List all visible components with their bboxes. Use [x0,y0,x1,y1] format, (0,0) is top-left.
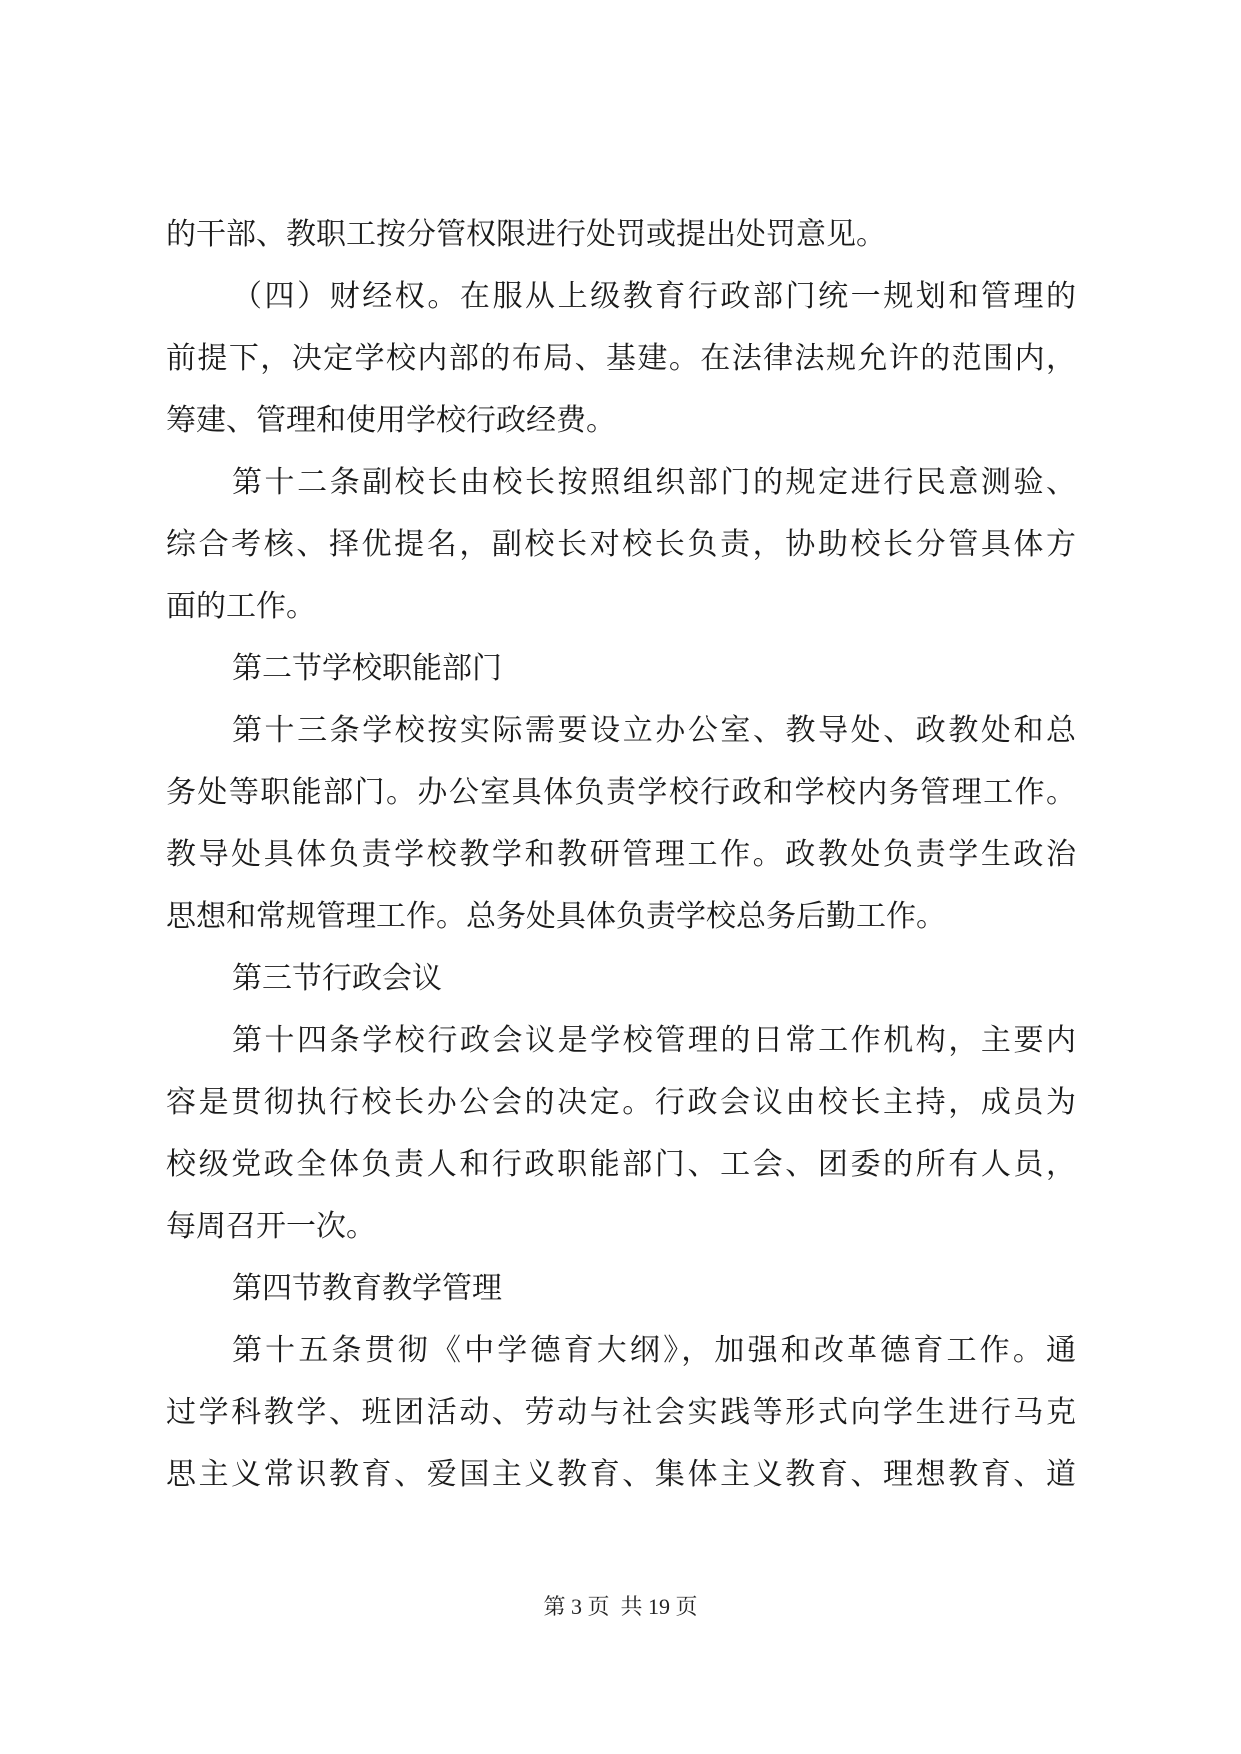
paragraph-line: 第十二条副校长由校长按照组织部门的规定进行民意测验、 [232,465,1076,500]
paragraph-line: 第十四条学校行政会议是学校管理的日常工作机构，主要内 [232,1023,1076,1058]
paragraph-line: 务处等职能部门。办公室具体负责学校行政和学校内务管理工作。 [166,775,1076,810]
paragraph-line: 的干部、教职工按分管权限进行处罚或提出处罚意见。 [166,217,886,252]
paragraph-line: 第十五条贯彻《中学德育大纲》，加强和改革德育工作。通 [232,1333,1076,1368]
paragraph-line: 思主义常识教育、爱国主义教育、集体主义教育、理想教育、道 [166,1457,1076,1492]
document-body [166,204,1076,1506]
paragraph-line: 过学科教学、班团活动、劳动与社会实践等形式向学生进行马克 [166,1395,1076,1430]
paragraph-line: 容是贯彻执行校长办公会的决定。行政会议由校长主持，成员为 [166,1085,1076,1120]
paragraph-line: 教导处具体负责学校教学和教研管理工作。政教处负责学生政治 [166,837,1076,872]
page-number: 第 3 页 共 19 页 [543,1594,698,1619]
page-footer [0,1590,1241,1621]
paragraph-line: 面的工作。 [166,589,316,624]
paragraph-line: 第十三条学校按实际需要设立办公室、教导处、政教处和总 [232,713,1076,748]
section-heading: 第二节学校职能部门 [232,651,502,686]
paragraph-line: 思想和常规管理工作。总务处具体负责学校总务后勤工作。 [166,899,946,934]
paragraph-line: （四）财经权。在服从上级教育行政部门统一规划和管理的 [232,279,1076,314]
paragraph-line: 筹建、管理和使用学校行政经费。 [166,403,616,438]
section-heading: 第四节教育教学管理 [232,1271,502,1306]
paragraph-line: 校级党政全体负责人和行政职能部门、工会、团委的所有人员， [166,1147,1076,1182]
section-heading: 第三节行政会议 [232,961,442,996]
paragraph-line: 每周召开一次。 [166,1209,376,1244]
paragraph-line: 前提下，决定学校内部的布局、基建。在法律法规允许的范围内， [166,341,1076,376]
paragraph-line: 综合考核、择优提名，副校长对校长负责，协助校长分管具体方 [166,527,1076,562]
